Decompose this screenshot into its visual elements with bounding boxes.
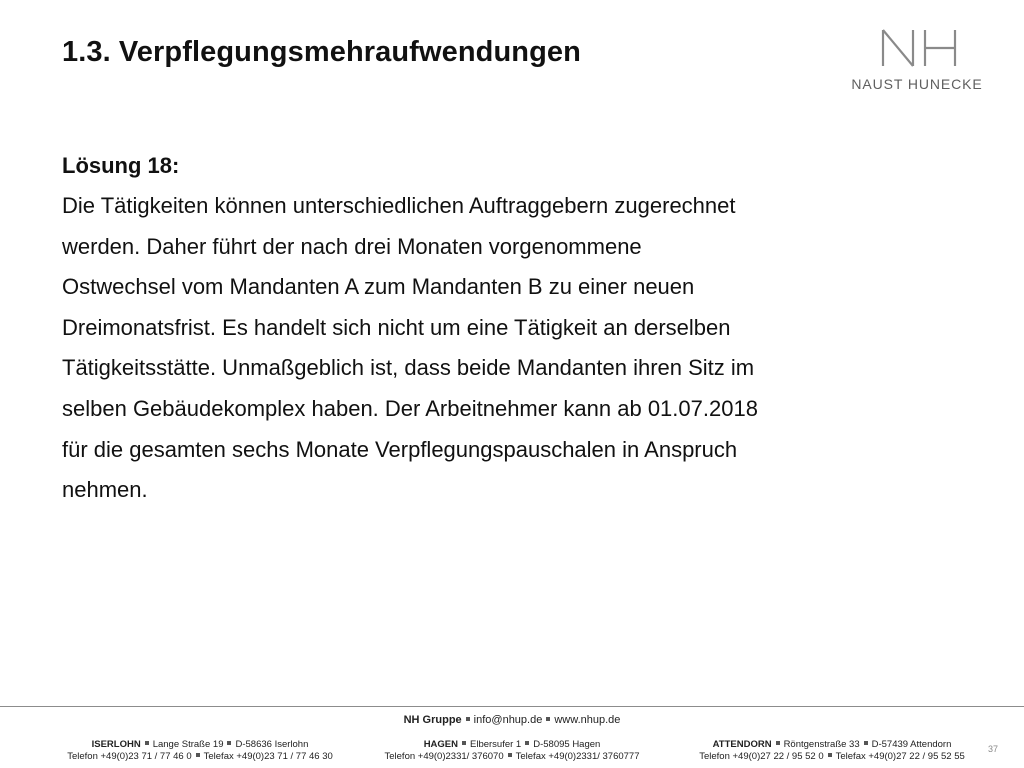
separator-square-icon	[776, 741, 780, 745]
office-address-line	[672, 739, 992, 751]
office-iserlohn	[40, 739, 360, 763]
solution-text	[62, 186, 962, 511]
footer-contact	[0, 714, 1024, 726]
office-phone: Telefon +49(0)23 71 / 77 46 0	[67, 751, 192, 762]
solution-heading: Lösung 18:	[62, 153, 180, 178]
nh-logo-mark	[880, 28, 960, 68]
office-contact-line	[352, 751, 672, 763]
solution-line: Die Tätigkeiten können unterschiedlichen Auftraggebern zugerechnet	[62, 193, 736, 218]
solution-line: Tätigkeitsstätte. Unmaßgeblich ist, dass beide Mandanten ihren Sitz im	[62, 355, 755, 381]
footer-brand: NH Gruppe	[403, 714, 462, 726]
separator-square-icon	[828, 753, 832, 757]
office-phone: Telefon +49(0)27 22 / 95 52 0	[699, 751, 824, 762]
office-street: Röntgenstraße 33	[783, 739, 860, 750]
office-zip-city: D-58636 Iserlohn	[235, 739, 309, 750]
office-fax: Telefax +49(0)2331/ 3760777	[515, 751, 640, 762]
slide-title: 1.3. Verpflegungsmehraufwendungen	[62, 36, 581, 68]
solution-line: Dreimonatsfrist. Es handelt sich nicht um eine Tätigkeit an derselben	[62, 314, 731, 340]
separator-square-icon	[462, 741, 466, 745]
separator-square-icon	[864, 741, 868, 745]
solution-line: selben Gebäudekomplex haben. Der Arbeitnehmer kann ab 01.07.2018	[62, 395, 758, 421]
office-contact-line	[672, 751, 992, 763]
office-city: HAGEN	[423, 739, 458, 750]
office-zip-city: D-58095 Hagen	[533, 739, 601, 750]
separator-square-icon	[196, 753, 200, 757]
office-city: ISERLOHN	[91, 739, 141, 750]
separator-square-icon	[145, 741, 149, 745]
footer-email[interactable]: info@nhup.de	[473, 714, 543, 726]
company-logo	[836, 28, 998, 94]
solution-line: Ostwechsel vom Mandanten A zum Mandanten B zu einer neuen	[62, 274, 695, 300]
solution-line: werden. Daher führt der nach drei Monaten vorgenommene	[62, 233, 642, 259]
office-street: Lange Straße 19	[152, 739, 224, 750]
separator-square-icon	[466, 717, 470, 721]
page-number: 37	[988, 744, 999, 754]
footer-website[interactable]: www.nhup.de	[554, 714, 621, 726]
office-address-line	[352, 739, 672, 751]
office-attendorn	[672, 739, 992, 763]
solution-line: nehmen.	[62, 477, 148, 503]
office-street: Elbersufer 1	[470, 739, 522, 750]
office-phone: Telefon +49(0)2331/ 376070	[384, 751, 504, 762]
office-zip-city: D-57439 Attendorn	[871, 739, 952, 750]
office-fax: Telefax +49(0)23 71 / 77 46 30	[203, 751, 333, 762]
office-contact-line	[40, 751, 360, 763]
office-fax: Telefax +49(0)27 22 / 95 52 55	[835, 751, 965, 762]
separator-square-icon	[546, 717, 550, 721]
separator-square-icon	[508, 753, 512, 757]
office-hagen	[352, 739, 672, 763]
office-address-line	[40, 739, 360, 751]
separator-square-icon	[227, 741, 231, 745]
slide-content	[62, 146, 962, 511]
logo-wordmark: NAUST HUNECKE	[851, 76, 983, 92]
footer-divider	[0, 706, 1024, 707]
solution-line: für die gesamten sechs Monate Verpflegungspauschalen in Anspruch	[62, 436, 738, 462]
separator-square-icon	[525, 741, 529, 745]
office-city: ATTENDORN	[712, 739, 772, 750]
